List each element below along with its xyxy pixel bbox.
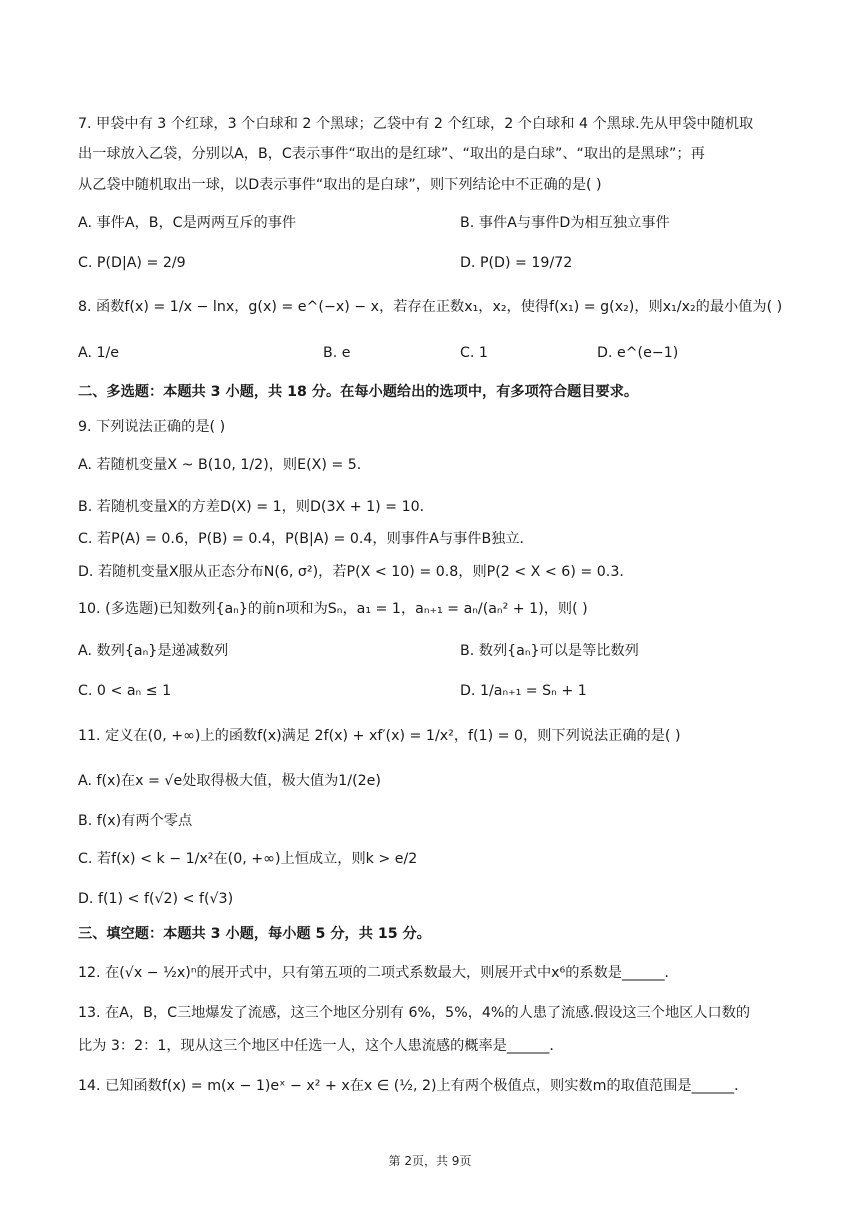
q10-stem: 10. (多选题)已知数列{aₙ}的前n项和为Sₙ，a₁ = 1，aₙ₊₁ = aₙ/(aₙ² + 1)，则( ) [78,601,588,617]
q11-option-d: D. f(1) < f(√2) < f(√3) [78,891,234,907]
q10-option-a: A. 数列{aₙ}是递减数列 [78,643,229,659]
q11-stem: 11. 定义在(0, +∞)上的函数f(x)满足 2f(x) + xf′(x) = 1/x²，f(1) = 0，则下列说法正确的是( ) [78,728,681,744]
page-footer: 第 2页，共 9页 [388,1154,472,1168]
q7-option-b: B. 事件A与事件D为相互独立事件 [460,215,670,231]
q7-option-a: A. 事件A，B，C是两两互斥的事件 [78,215,297,231]
q8-option-c: C. 1 [460,345,488,361]
q10-option-b: B. 数列{aₙ}可以是等比数列 [460,643,639,659]
q13-stem-line1: 13. 在A，B，C三地爆发了流感，这三个地区分别有 6%，5%，4%的人患了流感.假设这三个地区人口数的 [78,1005,751,1021]
q7-stem-line1: 7. 甲袋中有 3 个红球，3 个白球和 2 个黑球；乙袋中有 2 个红球，2 个白球和 4 个黑球.先从甲袋中随机取 [78,116,754,132]
q12-stem: 12. 在(√x − ½x)ⁿ的展开式中，只有第五项的二项式系数最大，则展开式中x⁶的系数是______． [78,965,679,981]
q7-option-d: D. P(D) = 19/72 [460,255,573,271]
q10-options-row2 [78,682,800,700]
q8-stem: 8. 函数f(x) = 1/x − lnx，g(x) = e^(−x) − x，若存在正数x₁，x₂，使得f(x₁) = g(x₂)，则x₁/x₂的最小值为( ) [78,299,783,315]
q11-option-c: C. 若f(x) < k − 1/x²在(0, +∞)上恒成立，则k > e/2 [78,851,418,867]
q7-options-row2 [78,254,800,272]
q8-option-b: B. e [323,345,351,361]
q8-option-d: D. e^(e−1) [597,345,679,361]
q8-options [78,344,800,362]
q9-option-d: D. 若随机变量X服从正态分布N(6, σ²)，若P(X < 10) = 0.8，则P(2 < X < 6) = 0.3． [78,564,634,580]
q11-option-b: B. f(x)有两个零点 [78,813,193,829]
q9-option-b: B. 若随机变量X的方差D(X) = 1，则D(3X + 1) = 10． [78,499,434,515]
q7-stem-line2: 出一球放入乙袋，分别以A，B，C表示事件“取出的是红球”、“取出的是白球”、“取出的是黑球”；再 [78,146,705,162]
q14-stem: 14. 已知函数f(x) = m(x − 1)eˣ − x² + x在x ∈ (½, 2)上有两个极值点，则实数m的取值范围是______． [78,1078,749,1094]
q8-option-a: A. 1/e [78,345,120,361]
q13-stem-line2: 比为 3：2：1，现从这三个地区中任选一人，这个人患流感的概率是______． [78,1038,564,1054]
q9-stem: 9. 下列说法正确的是( ) [78,419,226,435]
q11-option-a: A. f(x)在x = √e处取得极大值，极大值为1/(2e) [78,773,381,789]
q9-option-c: C. 若P(A) = 0.6，P(B) = 0.4，P(B|A) = 0.4，则事件A与事件B独立． [78,531,534,547]
q7-stem-line3: 从乙袋中随机取出一球，以D表示事件“取出的是白球”，则下列结论中不正确的是( ) [78,177,602,193]
section-multiple-choice-heading: 二、多选题：本题共 3 小题，共 18 分。在每小题给出的选项中，有多项符合题目要求。 [78,384,639,400]
q10-options-row1 [78,642,800,660]
q9-option-a: A. 若随机变量X ~ B(10, 1/2)，则E(X) = 5． [78,457,371,473]
q10-option-d: D. 1/aₙ₊₁ = Sₙ + 1 [460,683,587,699]
q7-option-c: C. P(D|A) = 2/9 [78,255,186,271]
section-fill-in-heading: 三、填空题：本题共 3 小题，每小题 5 分，共 15 分。 [78,926,431,942]
q7-options-row1 [78,214,800,232]
q10-option-c: C. 0 < aₙ ≤ 1 [78,683,172,699]
